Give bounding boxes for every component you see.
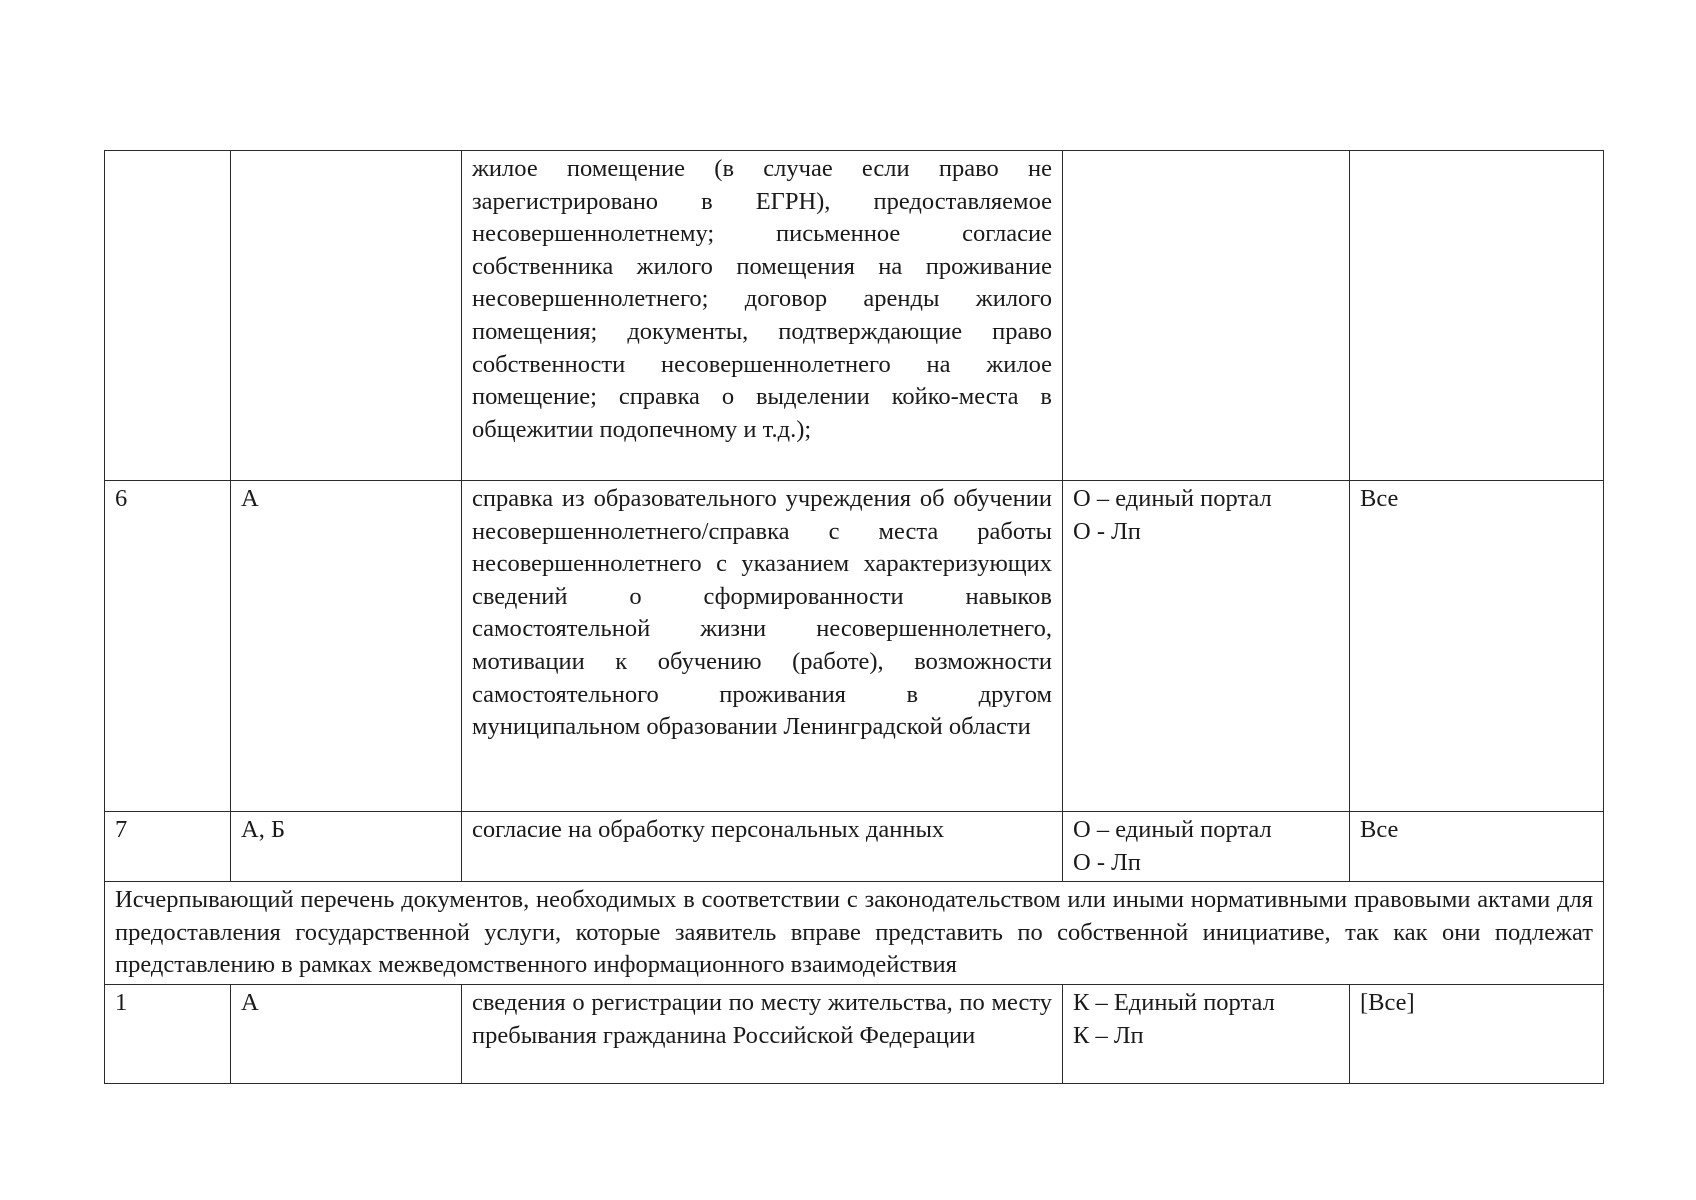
submission-method-line: О - Лп (1073, 517, 1141, 545)
applicant-category-cell: А (231, 481, 462, 812)
applies-to-cell: Все (1350, 481, 1604, 812)
submission-method-line: К – Единый портал (1073, 988, 1275, 1016)
row-number-cell: 6 (105, 481, 231, 812)
submission-method-line: О – единый портал (1073, 816, 1272, 843)
table-row (105, 984, 1604, 1083)
applicant-category-cell (231, 151, 462, 481)
applicant-category-cell: А, Б (231, 812, 462, 882)
document-description-text: согласие на обработку персональных данных (472, 816, 945, 843)
submission-method-cell (1063, 812, 1350, 882)
table-row (105, 151, 1604, 481)
applies-to-cell (1350, 151, 1604, 481)
document-description-text: сведения о регистрации по месту жительства, по месту пребывания гражданина Российской Федерации (472, 988, 1052, 1049)
document-description-cell (462, 984, 1063, 1083)
row-number-cell: 7 (105, 812, 231, 882)
document-description-cell (462, 151, 1063, 481)
document-description-text: справка из образовательного учреждения об обучении несовершеннолетнего/справка с места работы несовершеннолетнего с указанием характеризующих сведений о сформированности навыков самостоятельной жизни несовершеннолетнего, мотивации к обучению (работе), возможности самостоятельного проживания в другом муниципальном образовании Ленинградской области (472, 485, 1052, 741)
table-row (105, 481, 1604, 812)
documents-table (104, 150, 1604, 1084)
submission-method-cell (1063, 481, 1350, 812)
submission-method-cell (1063, 984, 1350, 1083)
submission-method-line: К – Лп (1073, 1021, 1144, 1049)
document-description-cell (462, 812, 1063, 882)
submission-method-line: О – единый портал (1073, 485, 1272, 512)
applies-to-cell: Все (1350, 812, 1604, 882)
row-number-cell (105, 151, 231, 481)
table-row (105, 812, 1604, 882)
document-description-text: жилое помещение (в случае если право не зарегистрировано в ЕГРН), предоставляемое несовершеннолетнему; письменное согласие собственника жилого помещения на проживание несовершеннолетнего; договор аренды жилого помещения; документы, подтверждающие право собственности несовершеннолетнего на жилое помещение; справка о выделении койко-места в общежитии подопечному и т.д.); (472, 155, 1052, 443)
section-header-row (105, 882, 1604, 985)
submission-method-line: О - Лп (1073, 848, 1141, 876)
applicant-category-cell: А (231, 984, 462, 1083)
row-number-cell: 1 (105, 984, 231, 1083)
applies-to-cell: [Все] (1350, 984, 1604, 1083)
document-description-cell (462, 481, 1063, 812)
submission-method-cell (1063, 151, 1350, 481)
section-header-text: Исчерпывающий перечень документов, необходимых в соответствии с законодательством или иными нормативными правовыми актами для предоставления государственной услуги, которые заявитель вправе представить по собственной инициативе, так как они подлежат представлению в рамках межведомственного информационного взаимодействия (105, 882, 1604, 985)
